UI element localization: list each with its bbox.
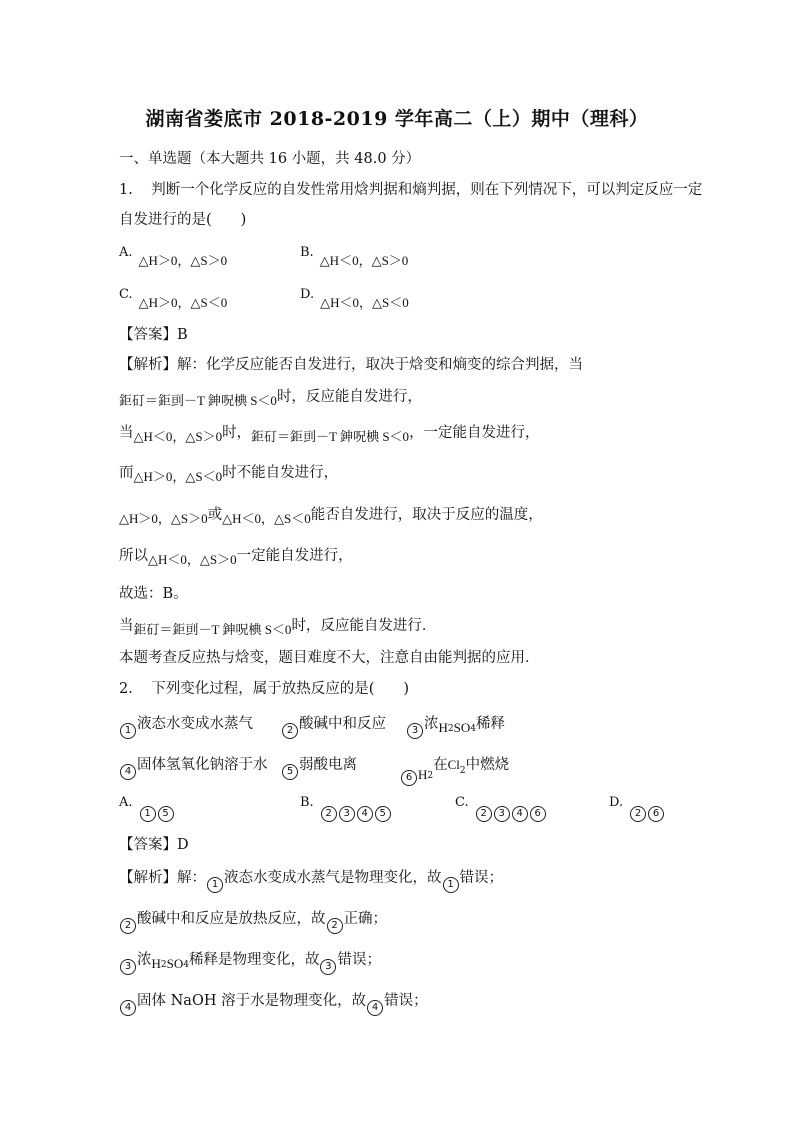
circled-number-icon: 1 bbox=[140, 806, 156, 822]
circled-number-icon: 1 bbox=[207, 877, 223, 893]
q2-stem: 2. 下列变化过程，属于放热反应的是( ) bbox=[119, 681, 410, 697]
circled-number-icon: 3 bbox=[407, 723, 423, 739]
q1-stem-text: 判断一个化学反应的自发性常用焓判据和熵判据，则在下列情况下，可以判定反应一定 bbox=[151, 182, 703, 198]
q1-option-c[interactable]: C.△H＞0，△S＜0 bbox=[119, 287, 228, 310]
q1-option-b[interactable]: B.△H＜0，△S＞0 bbox=[300, 245, 409, 268]
q1-analysis-line9: 本题考查反应热与焓变，题目难度不大，注意自由能判据的应用． bbox=[119, 650, 540, 666]
circled-number-icon: 4 bbox=[367, 1000, 383, 1016]
q2-analysis-line3: 3 浓$H_2SO_4$稀释是物理变化，故 3 错误； bbox=[119, 948, 381, 975]
q1-stem-line2: 自发进行的是( ) bbox=[119, 212, 247, 228]
circled-number-icon: 2 bbox=[282, 723, 298, 739]
q2-option-d[interactable]: D.2 6 bbox=[609, 795, 665, 822]
circled-number-icon: 3 bbox=[120, 959, 136, 975]
q2-analysis-line2: 2 酸碱中和反应是放热反应，故 2 正确； bbox=[119, 907, 387, 934]
q2-option-b[interactable]: B.2 3 4 5 bbox=[300, 795, 392, 822]
document-title: 湖南省娄底市 2018-2019 学年高二（上）期中（理科） bbox=[145, 108, 649, 130]
section-heading: 一、单选题（本大题共 16 小题，共 48.0 分） bbox=[119, 151, 421, 167]
q2-answer: 【答案】D bbox=[119, 837, 189, 853]
circled-number-icon: 5 bbox=[158, 806, 174, 822]
q1-analysis-line1: 【解析】解：化学反应能否自发进行，取决于焓变和熵变的综合判据，当 bbox=[119, 357, 583, 373]
circled-number-icon: 5 bbox=[375, 806, 391, 822]
q1-analysis-line2: 鉅矴＝鉅刯－T 鉮呪椣 S＜0时，反应能自发进行， bbox=[119, 389, 422, 408]
circled-number-icon: 2 bbox=[630, 806, 646, 822]
circled-number-icon: 2 bbox=[120, 918, 136, 934]
q2-item-6: 6 $H_2$在Cl$^2$中燃烧 bbox=[400, 753, 509, 786]
circled-number-icon: 6 bbox=[530, 806, 546, 822]
circled-number-icon: 3 bbox=[494, 806, 510, 822]
circled-number-icon: 4 bbox=[120, 764, 136, 780]
q2-item-4: 4 固体氢氧化钠溶于水 bbox=[119, 753, 268, 780]
q1-stem-line1 bbox=[119, 178, 702, 199]
q1-analysis-line6: 所以△H＜0，△S＞0一定能自发进行， bbox=[119, 548, 353, 567]
circled-number-icon: 5 bbox=[282, 764, 298, 780]
q1-option-d[interactable]: D.△H＜0，△S＜0 bbox=[300, 287, 409, 310]
circled-number-icon: 4 bbox=[512, 806, 528, 822]
q1-analysis-line7: 故选：B。 bbox=[119, 586, 188, 602]
q2-number: 2. bbox=[119, 681, 133, 697]
q2-option-c[interactable]: C.2 3 4 6 bbox=[455, 795, 547, 822]
q1-analysis-line8: 当鉅矴＝鉅刯－T 鉮呪椣 S＜0时，反应能自发进行． bbox=[119, 618, 437, 637]
q2-analysis-line4: 4 固体 NaOH 溶于水是物理变化，故 4 错误； bbox=[119, 989, 428, 1016]
q1-analysis-line3: 当△H＜0，△S＞0时，鉅矴＝鉅刯－T 鉮呪椣 S＜0，一定能自发进行， bbox=[119, 425, 540, 444]
q1-answer: 【答案】B bbox=[119, 327, 188, 343]
q2-item-1: 1 液态水变成水蒸气 bbox=[119, 712, 253, 739]
q1-number: 1. bbox=[119, 182, 133, 198]
q1-option-a[interactable]: A.△H＞0，△S＞0 bbox=[119, 245, 228, 268]
q2-option-a[interactable]: A.1 5 bbox=[119, 795, 175, 822]
circled-number-icon: 6 bbox=[401, 770, 417, 786]
circled-number-icon: 2 bbox=[327, 918, 343, 934]
circled-number-icon: 1 bbox=[120, 723, 136, 739]
q1-analysis-line4: 而△H＞0，△S＜0时不能自发进行， bbox=[119, 465, 339, 484]
circled-number-icon: 4 bbox=[357, 806, 373, 822]
circled-number-icon: 3 bbox=[339, 806, 355, 822]
circled-number-icon: 2 bbox=[321, 806, 337, 822]
q2-analysis-line1: 【解析】解： 1 液态水变成水蒸气是物理变化，故 1 错误； bbox=[119, 866, 503, 893]
q1-analysis-line5: △H＞0，△S＞0或△H＜0，△S＜0能否自发进行，取决于反应的温度， bbox=[119, 507, 543, 526]
circled-number-icon: 1 bbox=[443, 877, 459, 893]
circled-number-icon: 2 bbox=[476, 806, 492, 822]
q2-item-3: 3 浓$H_2SO_4$稀释 bbox=[406, 712, 505, 739]
q2-item-5: 5 弱酸电离 bbox=[281, 753, 357, 780]
circled-number-icon: 3 bbox=[320, 959, 336, 975]
circled-number-icon: 6 bbox=[648, 806, 664, 822]
circled-number-icon: 4 bbox=[120, 1000, 136, 1016]
q2-item-2: 2 酸碱中和反应 bbox=[281, 712, 386, 739]
